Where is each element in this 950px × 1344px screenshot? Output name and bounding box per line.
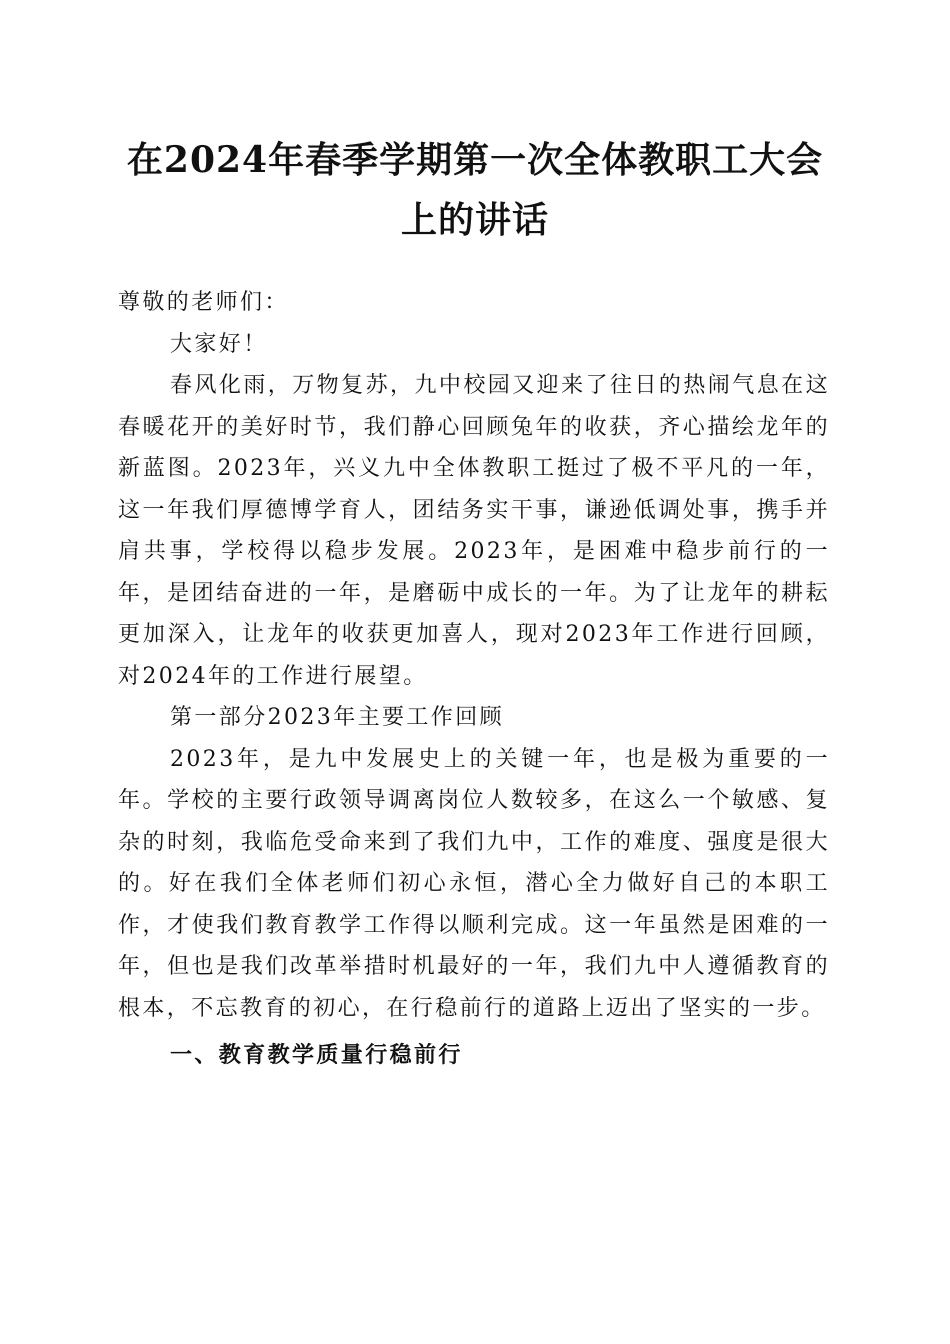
paragraph-intro: 春风化雨，万物复苏，九中校园又迎来了往日的热闹气息在这春暖花开的美好时节，我们静心回顾兔年的收获，齐心描绘龙年的新蓝图。2023年，兴义九中全体教职工挺过了极不平凡的一年，这一年我们厚德博学育人，团结务实干事，谦逊低调处事，携手并肩共事，学校得以稳步发展。2023年，是困难中稳步前行的一年，是团结奋进的一年，是磨砺中成长的一年。为了让龙年的耕耘更加深入，让龙年的收获更加喜人，现对2023年工作进行回顾，对2024年的工作进行展望。 <box>118 373 830 689</box>
subheading-quality: 一、教育教学质量行稳前行 <box>170 1043 463 1068</box>
section-title: 第一部分2023年主要工作回顾 <box>170 705 504 730</box>
salutation: 尊敬的老师们： <box>118 290 289 315</box>
document-body <box>118 282 830 1077</box>
greeting: 大家好！ <box>170 331 268 357</box>
document-title: 在2024年春季学期第一次全体教职工大会上的讲话 <box>126 139 824 241</box>
paragraph-review: 2023年，是九中发展史上的关键一年，也是极为重要的一年。学校的主要行政领导调离岗位人数较多，在这么一个敏感、复杂的时刻，我临危受命来到了我们九中，工作的难度、强度是很大的。好在我们全体老师们初心永恒，潜心全力做好自己的本职工作，才使我们教育教学工作得以顺利完成。这一年虽然是困难的一年，但也是我们改革举措时机最好的一年，我们九中人遵循教育的根本，不忘教育的初心，在行稳前行的道路上迈出了坚实的一步。 <box>118 746 830 1021</box>
